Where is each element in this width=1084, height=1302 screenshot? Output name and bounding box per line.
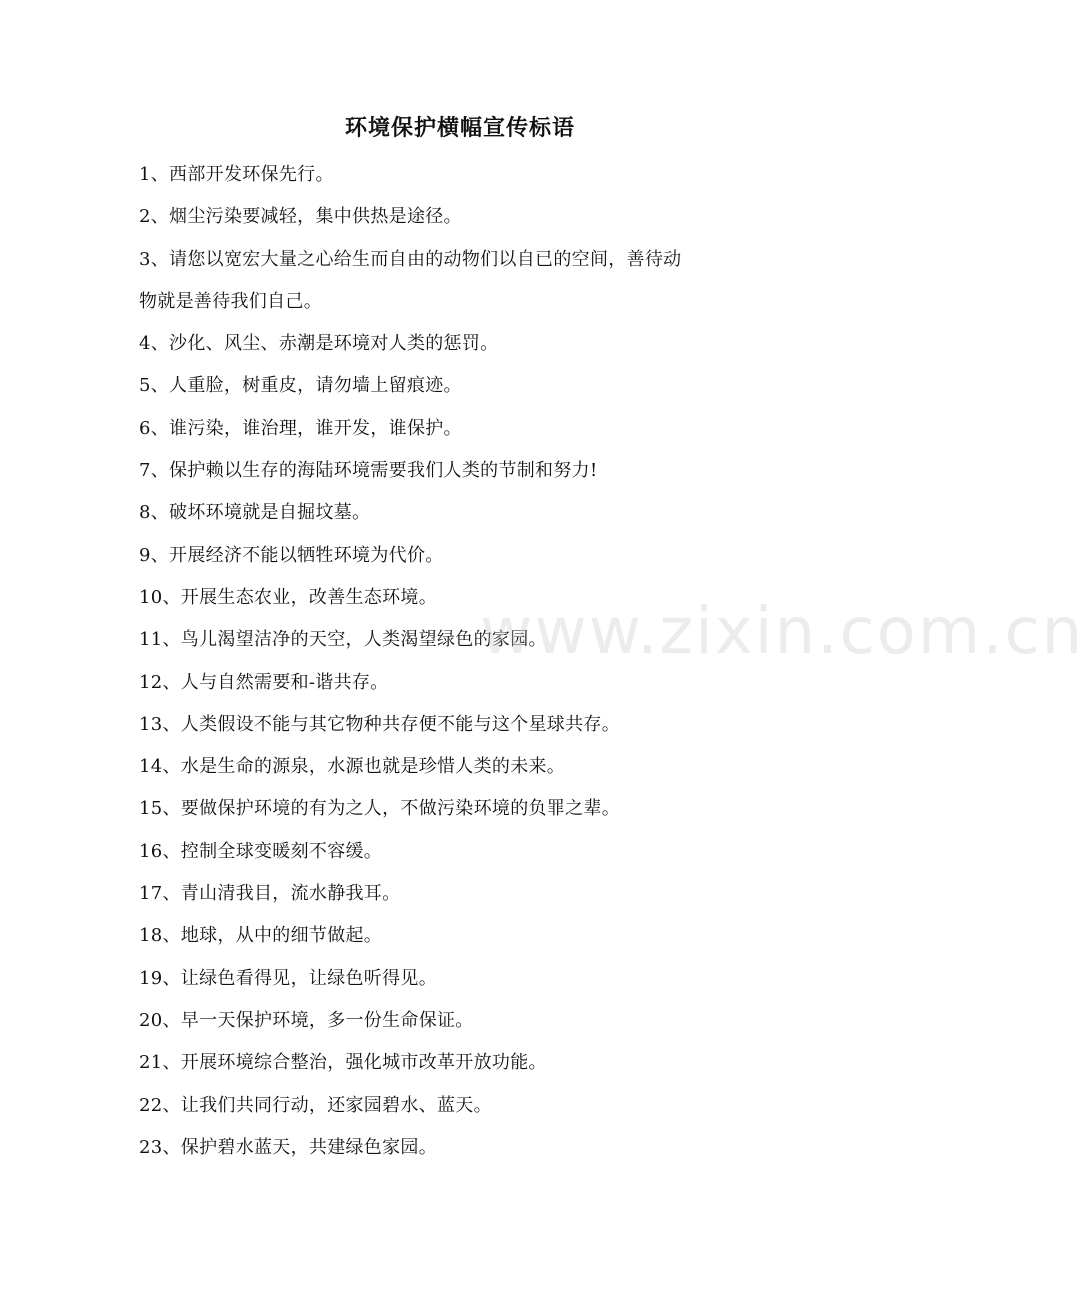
- slogan-line: 8、破坏环境就是自掘坟墓。: [139, 502, 371, 524]
- slogan-line: 12、人与自然需要和-谐共存。: [139, 671, 389, 693]
- slogan-line: 20、早一天保护环境，多一份生命保证。: [139, 1009, 474, 1031]
- slogan-line: 21、开展环境综合整治，强化城市改革开放功能。: [139, 1052, 547, 1074]
- slogan-line: 15、要做保护环境的有为之人，不做污染环境的负罪之辈。: [139, 798, 621, 820]
- slogan-line: 1、西部开发环保先行。: [139, 164, 334, 185]
- slogan-line: 10、开展生态农业，改善生态环境。: [139, 586, 438, 608]
- slogan-line: 22、让我们共同行动，还家园碧水、蓝天。: [139, 1094, 492, 1116]
- slogan-line: 18、地球，从中的细节做起。: [139, 925, 383, 947]
- slogan-line: 11、鸟儿渴望洁净的天空，人类渴望绿色的家园。: [139, 629, 547, 651]
- slogan-list: [139, 157, 789, 1172]
- watermark-text: www.zixin.com.cn: [480, 595, 1084, 669]
- slogan-line: 3、请您以宽宏大量之心给生而自由的动物们以自已的空间，善待动: [139, 248, 682, 270]
- slogan-line: 17、青山清我目，流水静我耳。: [139, 883, 401, 905]
- slogan-line: 2、烟尘污染要减轻，集中供热是途径。: [139, 206, 462, 228]
- slogan-line: 14、水是生命的源泉，水源也就是珍惜人类的未来。: [139, 756, 566, 778]
- slogan-line-continuation: 物就是善待我们自己。: [139, 290, 322, 312]
- slogan-line: 6、谁污染，谁治理，谁开发，谁保护。: [139, 417, 462, 439]
- slogan-line: 16、控制全球变暖刻不容缓。: [139, 840, 383, 862]
- slogan-line: 9、开展经济不能以牺牲环境为代价。: [139, 544, 444, 566]
- slogan-line: 4、沙化、风尘、赤潮是环境对人类的惩罚。: [139, 333, 499, 355]
- slogan-line: 5、人重脸，树重皮，请勿墙上留痕迹。: [139, 375, 462, 397]
- slogan-line: 19、让绿色看得见，让绿色听得见。: [139, 967, 438, 989]
- slogan-line: 13、人类假设不能与其它物种共存便不能与这个星球共存。: [139, 713, 621, 735]
- slogan-line: 23、保护碧水蓝天，共建绿色家园。: [139, 1136, 438, 1158]
- slogan-line: 7、保护赖以生存的海陆环境需要我们人类的节制和努力!: [139, 460, 598, 482]
- document-title: 环境保护横幅宣传标语: [344, 116, 575, 141]
